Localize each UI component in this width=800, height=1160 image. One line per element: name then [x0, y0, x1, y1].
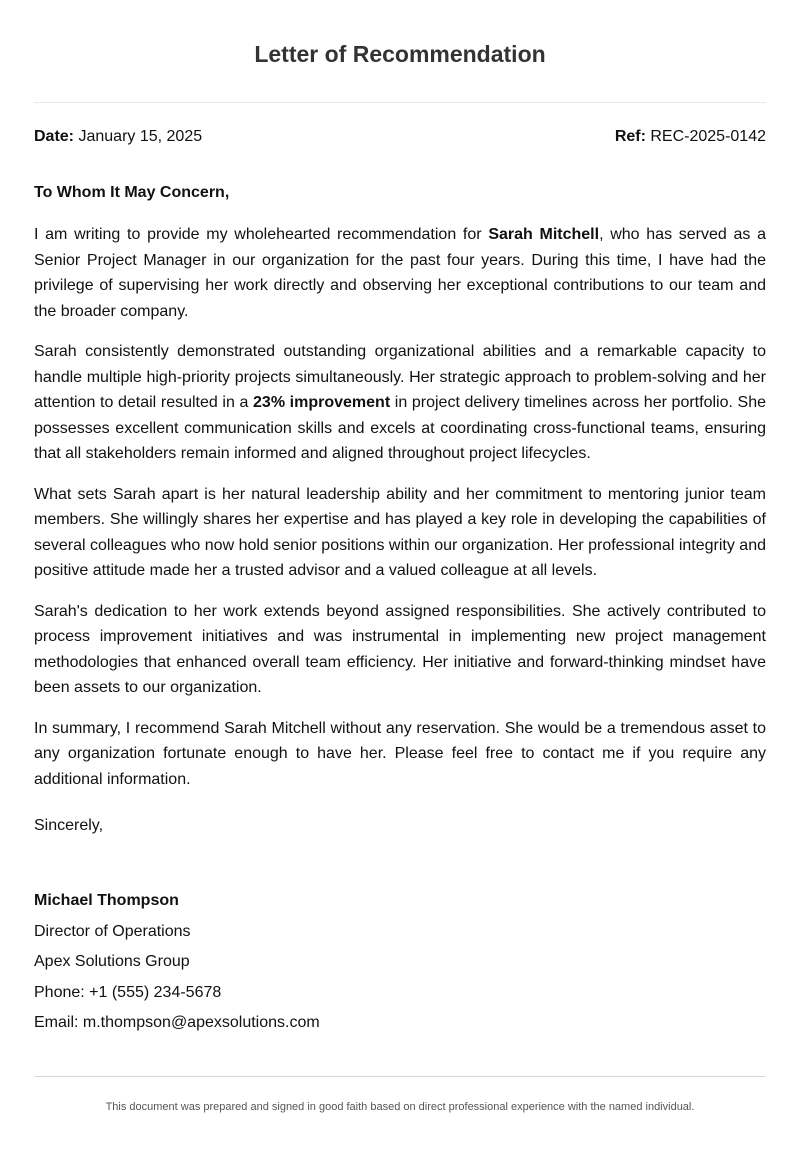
signer-name: Michael Thompson	[34, 892, 179, 909]
signature-block	[34, 891, 320, 1044]
ref-value: REC-2025-0142	[650, 128, 766, 145]
ref-label: Ref:	[614, 128, 646, 145]
paragraph-2-after: in project delivery timelines across her portfolio. She possesses excellent communication skills and excels at coordinating cross-functional teams, ensuring that all stakeholders remain informed and aligned throughout project lifecycles.	[34, 394, 767, 462]
paragraph-1-before: I am writing to provide my wholehearted recommendation for	[34, 226, 489, 243]
meta-row	[34, 127, 766, 147]
paragraph-4: Sarah's dedication to her work extends beyond assigned responsibilities. She actively contributed to process improvement initiatives and was instrumental in implementing new project management methodologies that enhanced overall team efficiency. Her initiative and forward-thinking mindset have been assets to our organization.	[34, 602, 766, 696]
paragraph-2-before: Sarah consistently demonstrated outstanding organizational abilities and a remarkable capacity to handle multiple high-priority projects simultaneously. Her strategic approach to problem-solving and her attention to detail resulted in a	[34, 343, 766, 411]
date-value: January 15, 2025	[78, 128, 203, 145]
signer-company: Apex Solutions Group	[34, 953, 190, 970]
paragraph-5: In summary, I recommend Sarah Mitchell without any reservation. She would be a tremendous asset to any organization fortunate enough to have her. Please feel free to contact me if you require any additional information.	[34, 719, 766, 788]
paragraph-3: What sets Sarah apart is her natural leadership ability and her commitment to mentoring junior team members. She willingly shares her expertise and has played a key role in developing the capabilities of several colleagues who now hold senior positions within our organization. Her professional integrity and positive attitude made her a trusted advisor and a valued colleague at all levels.	[34, 485, 766, 579]
paragraph-2	[34, 339, 766, 467]
signer-email: Email: m.thompson@apexsolutions.com	[34, 1014, 320, 1031]
ref-block	[615, 127, 766, 147]
footer-note: This document was prepared and signed in good faith based on direct professional experience with the named individual.	[105, 1101, 695, 1113]
date-label: Date:	[34, 128, 75, 145]
signer-title: Director of Operations	[34, 922, 191, 940]
paragraph-1	[34, 222, 766, 324]
header-divider	[34, 102, 766, 103]
paragraph-1-after: , who has served as a Senior Project Manager in our organization for the past four years. During this time, I have had the privilege of supervising her work directly and observing her exceptional contributions to our team and the broader company.	[34, 226, 767, 320]
salutation: To Whom It May Concern,	[34, 184, 230, 201]
candidate-name: Sarah Mitchell	[488, 226, 600, 243]
footer-divider	[34, 1076, 766, 1077]
page-title: Letter of Recommendation	[254, 41, 546, 67]
letter-body	[34, 222, 766, 807]
signer-phone: Phone: +1 (555) 234-5678	[34, 983, 222, 1001]
closing: Sincerely,	[34, 817, 104, 834]
date-block	[34, 127, 202, 147]
improvement-highlight: 23% improvement	[253, 394, 391, 411]
